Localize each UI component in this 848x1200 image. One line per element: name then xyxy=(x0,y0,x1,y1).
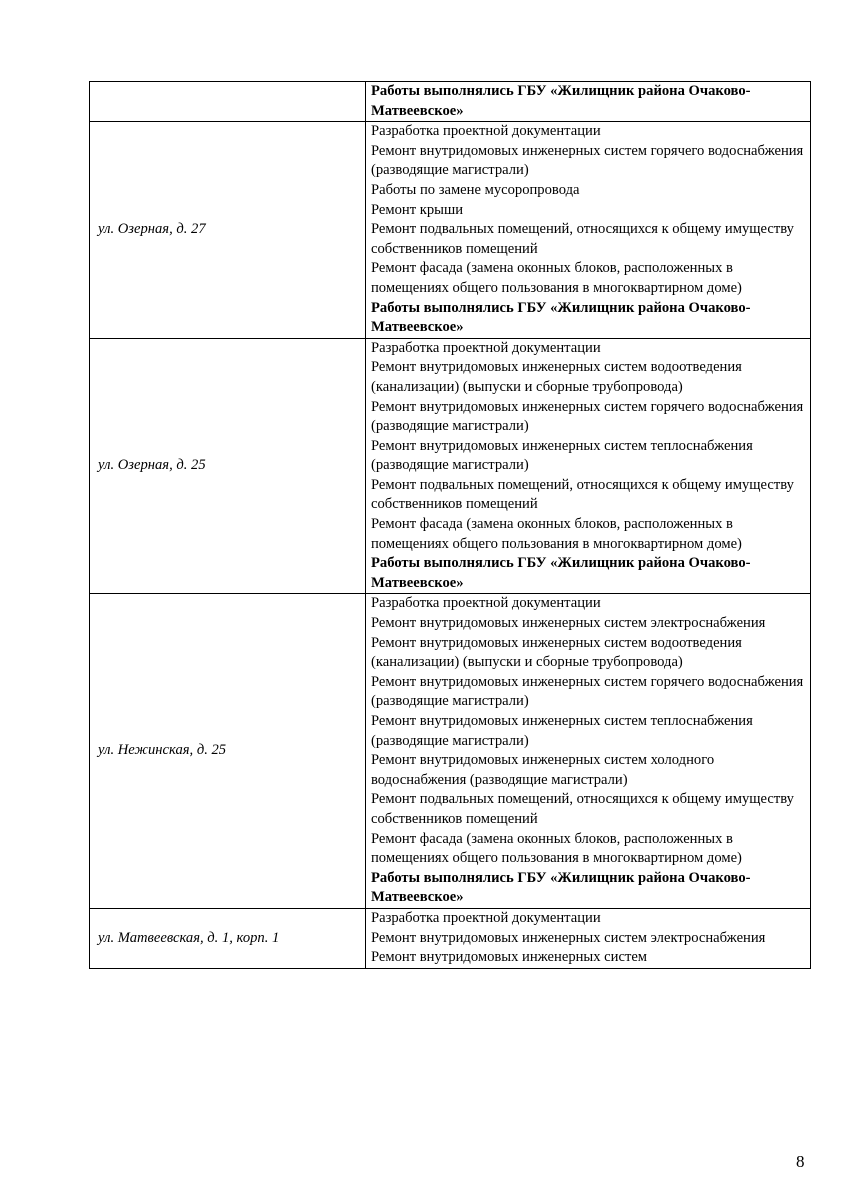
work-item: Ремонт внутридомовых инженерных систем xyxy=(371,949,648,966)
address-cell: ул. Матвеевская, д. 1, корп. 1 xyxy=(90,908,366,968)
work-item: Разработка проектной документации xyxy=(371,595,601,612)
work-item: Разработка проектной документации xyxy=(371,909,601,926)
work-item: Ремонт крыши xyxy=(371,201,464,218)
table-row xyxy=(90,908,811,968)
page-number: 8 xyxy=(796,1152,805,1171)
work-item: Ремонт внутридомовых инженерных систем горячего водоснабжения (разводящие магистрали) xyxy=(371,673,804,710)
work-item: Ремонт внутридомовых инженерных систем водоотведения (канализации) (выпуски и сборные трубопровода) xyxy=(371,634,742,671)
works-cell xyxy=(366,908,811,968)
works-table-body xyxy=(90,82,811,969)
work-item: Работы по замене мусоропровода xyxy=(371,181,580,198)
works-table xyxy=(89,81,811,969)
works-cell xyxy=(366,594,811,909)
contractor-note: Работы выполнялись ГБУ «Жилищник района Очаково-Матвеевское» xyxy=(371,869,751,906)
work-item: Ремонт внутридомовых инженерных систем горячего водоснабжения (разводящие магистрали) xyxy=(371,142,804,179)
work-item: Ремонт внутридомовых инженерных систем теплоснабжения (разводящие магистрали) xyxy=(371,713,753,749)
table-row xyxy=(90,82,811,122)
table-row xyxy=(90,122,811,339)
contractor-note: Работы выполнялись ГБУ «Жилищник района Очаково-Матвеевское» xyxy=(371,299,751,336)
work-item: Ремонт фасада (замена оконных блоков, расположенных в помещениях общего пользования в многоквартирном доме) xyxy=(371,830,742,867)
work-item: Ремонт фасада (замена оконных блоков, расположенных в помещениях общего пользования в многоквартирном доме) xyxy=(371,260,742,296)
table-row xyxy=(90,594,811,909)
address-cell: ул. Озерная, д. 25 xyxy=(90,338,366,594)
work-item: Разработка проектной документации xyxy=(371,339,601,356)
work-item: Ремонт подвальных помещений, относящихся к общему имуществу собственников помещений xyxy=(371,221,794,257)
address-cell: ул. Нежинская, д. 25 xyxy=(90,594,366,909)
work-item: Разработка проектной документации xyxy=(371,123,601,140)
works-cell xyxy=(366,122,811,339)
table-row xyxy=(90,338,811,594)
work-item: Ремонт внутридомовых инженерных систем водоотведения (канализации) (выпуски и сборные трубопровода) xyxy=(371,359,742,395)
work-item: Ремонт подвальных помещений, относящихся к общему имуществу собственников помещений xyxy=(371,791,794,827)
contractor-note: Работы выполнялись ГБУ «Жилищник района Очаково-Матвеевское» xyxy=(371,555,751,591)
address-cell: ул. Озерная, д. 27 xyxy=(90,122,366,339)
work-item: Ремонт фасада (замена оконных блоков, расположенных в помещениях общего пользования в многоквартирном доме) xyxy=(371,516,742,552)
works-cell xyxy=(366,82,811,122)
work-item: Ремонт внутридомовых инженерных систем электроснабжения xyxy=(371,929,766,946)
work-item: Ремонт внутридомовых инженерных систем теплоснабжения (разводящие магистрали) xyxy=(371,437,753,474)
work-item: Ремонт подвальных помещений, относящихся к общему имуществу собственников помещений xyxy=(371,476,794,513)
works-cell xyxy=(366,338,811,594)
work-item: Ремонт внутридомовых инженерных систем холодного водоснабжения (разводящие магистрали) xyxy=(371,752,715,788)
contractor-note: Работы выполнялись ГБУ «Жилищник района Очаково-Матвеевское» xyxy=(371,83,751,119)
work-item: Ремонт внутридомовых инженерных систем электроснабжения xyxy=(371,615,766,632)
address-cell xyxy=(90,82,366,122)
work-item: Ремонт внутридомовых инженерных систем горячего водоснабжения (разводящие магистрали) xyxy=(371,398,804,435)
